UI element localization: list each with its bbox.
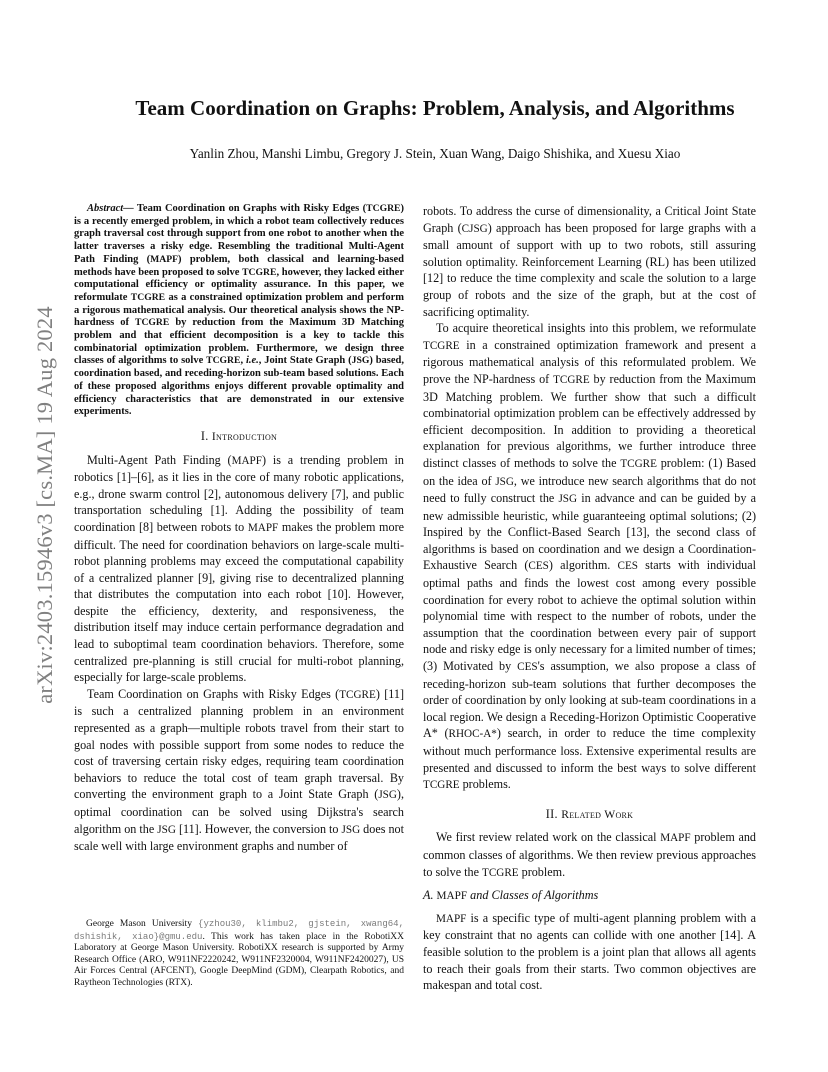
body-text: robots. To address the curse of dimensionality, a Critical Joint State Graph ( [423,204,756,235]
body-text: in a constrained optimization framework and present a rigorous mathematical analysis of this reformulated problem. We prove the NP-hardness of [423,337,756,386]
arxiv-identifier: arXiv:2403.15946v3 [cs.MA] 19 Aug 2024 [32,306,57,704]
acronym: MAPF [660,832,691,845]
acronym: CJSG [461,222,488,235]
body-text: problems. [459,777,511,792]
body-text: problem. [518,864,566,879]
section-number: I. [200,428,212,443]
acronym: MAPF [436,912,467,925]
abstract-ie: i.e. [245,355,259,367]
abstract-text: ) based, coordination based, and receding-horizon sub-team based solutions. Each of these proposed algorithms enjoys different provable optimality and efficiency characteristics that are demonstrated in our extensive experiments. [74,355,405,418]
acronym: JSG [378,789,397,802]
acronym: CES [517,661,538,674]
body-text: Multi-Agent Path Finding ( [87,452,232,467]
acronym: JSG [157,823,176,836]
body-text: ) approach has been proposed for large graphs with a small amount of support with up to two robots, still assuring solution optimality. Reinforcement Learning (RL) has been utilized [12] to reduce the time complexity and scale the solution to a large group of robots and the size of the graph, but at the cost of sacrificing optimality. [423,220,756,319]
acronym: TCGRE [423,339,460,352]
intro-paragraph-2 [74,686,404,855]
body-text: Team Coordination on Graphs with Risky Edges ( [87,686,340,701]
acronym: TCGRE [553,373,590,386]
subsection-title: and Classes of Algorithms [467,888,599,903]
body-text: To acquire theoretical insights into this problem, we reformulate [436,321,756,336]
right-column [423,203,756,994]
abstract-text: , however, they lacked either computational efficiency or optimality assurance. In this paper, we reformulate [74,266,404,303]
author-list: Yanlin Zhou, Manshi Limbu, Gregory J. Stein, Xuan Wang, Daigo Shishika, and Xuesu Xiao [189,146,681,161]
abstract-text: by reduction from the Maximum 3D Matching problem and that efficient decomposition is a key to tackle this combinatorial optimization problem. Furthermore, we design three classes of algorithms to solve [74,317,404,367]
body-text: problem and common classes of algorithms. We then review previous approaches to solve the [423,830,756,879]
acronym: TCGRE [135,317,170,329]
acronym: TCGRE [242,266,277,278]
body-text: ) algorithm. [548,558,618,573]
affiliation-footnote [74,918,404,990]
abstract-text: ) is a recently emerged problem, in which a robot team collectively reduces graph traversal cost through support from one robot to another when the latter traverses a risky edge. Resembling the traditional Multi-Agent Path Finding ( [74,203,404,265]
intro-paragraph-3 [423,320,756,794]
intro-paragraph-1 [74,452,404,686]
body-text: ) search, in order to reduce the time complexity without much performance loss. Extensive experimental results are presented and discussed to inform the best ways to solve different [423,726,756,775]
section-number: II. [545,806,562,821]
abstract-text: ) problem, both classical and learning-based methods have been proposed to solve [74,253,405,278]
abstract-text: , [240,355,246,367]
acronym: JSG [495,475,514,488]
acronym: MAPF [231,454,262,467]
acronym: TCGRE [620,457,657,470]
acronym: TCGRE [206,355,241,367]
body-text: 's assumption, we also propose a class of receding-horizon sub-team solutions that further decomposes the order of coordination by only looking at sub-team coordinations in a local region. We design a Receding-Horizon Optimistic Cooperative A* ( [423,659,756,741]
body-text: problem: (1) Based on the idea of [423,455,756,488]
acronym: TCGRE [366,203,401,214]
related-work-paragraph-1 [423,829,756,881]
section-name: Related Work [561,807,634,821]
acronym: MAPF [436,890,468,903]
body-text: ) is a trending problem in robotics [1]–[6], as it lies in the core of many robotic applications, e.g., drone swarm control [2], autonomous delivery [7], and public transportation scheduling [1]. Adding the possibility of team coordination [8] between robots to [74,452,404,534]
author-emails: {yzhou30, klimbu2, gjstein, xwang64, dshishik, xiao}@gmu.edu [74,918,404,942]
body-text: We first review related work on the classical [436,830,661,845]
body-text: , we introduce new search algorithms that do not need to fully construct the [423,473,756,506]
abstract-text: as a constrained optimization problem and perform a rigorous mathematical analysis. Our theoretical analysis shows the NP-hardness of [74,291,405,329]
body-text: starts with individual optimal paths and finds the lowest cost among every possible coordination for every robot to achieve the optimal solution within polynomial time with respect to the number of robots, under the assumption that the coordination between every pair of support node and risky edge is only necessary for a limited number of times; (3) Motivated by [423,558,756,674]
acronym: MAPF [247,521,279,534]
section-name: Introduction [211,429,278,443]
abstract [74,203,404,419]
body-text: ) [11] is such a centralized planning problem in an environment represented as a graph—multiple robots travel from their start to goal nodes with possible support from some nodes to reduce the cost of traversing certain risky edges, requiring team coordination behaviors to reduce the total cost of team graph traversal. By converting the environment graph to a Joint State Graph ( [74,686,404,802]
acronym: MAPF [150,253,179,265]
body-text: by reduction from the Maximum 3D Matching problem. We further show that such a difficult combinatorial optimization problem can be effectively addressed by efficient decomposition. In addition to providing a theoretical explanation for previous algorithms, we further introduce three distinct classes of methods to solve the [423,371,756,470]
acronym: TCGRE [482,866,519,879]
abstract-dash: — [123,203,137,214]
section-heading-introduction [74,428,404,446]
body-text: in advance and can be guided by a new admissible heuristic, while guaranteeing optimal solutions; (2) Inspired by the Conflict-Based Search [13], the second class of algorithms is based on coordination and we design a Coordination-Exhaustive Search ( [423,491,756,573]
body-text: does not scale well with large environment graphs and number of [74,821,404,854]
acronym: TCGRE [423,779,460,792]
abstract-text: Team Coordination on Graphs with Risky Edges ( [136,203,367,214]
acronym: CES [617,560,638,573]
section-heading-related-work [423,806,756,824]
abstract-text: , Joint State Graph ( [258,355,352,367]
acronym: TCGRE [130,291,166,303]
intro-paragraph-2-continued [423,203,756,320]
acronym: JSG [341,823,361,836]
related-work-paragraph-2 [423,910,756,994]
body-text: makes the problem more difficult. The need for coordination behaviors on large-scale multi-robot planning problems may exceed the computational capability of a centralized planner [9], giving rise to decentralized planning that distributes the computation into each robot [10]. However, despite the efficiency, dexterity, and responsiveness, the distribution itself may induce certain performance degradation and lead to suboptimal team coordination behaviors. Therefore, some centralized pre-planning is still crucial for multi-robot planning, especially for large-scale problems. [74,519,404,685]
acronym: CES [528,560,549,573]
subsection-heading-mapf [423,887,756,905]
acronym: RHOC-A* [448,728,497,741]
body-text: [11]. However, the conversion to [175,821,342,836]
subsection-label: A. [423,888,437,903]
body-text: ), optimal coordination can be solved using Dijkstra's search algorithm on the [74,787,404,836]
body-text: is a specific type of multi-agent planning problem with a key constraint that no agents can collide with one another [14]. A feasible solution to the problem is a joint plan that allows all agents to reach their goals from their starts. Two common objectives are makespan and total cost. [423,910,756,993]
abstract-lead: Abstract [87,203,124,214]
acronym: JSG [558,493,578,506]
paper-title: Team Coordination on Graphs: Problem, Analysis, and Algorithms [135,96,735,120]
left-column [74,203,404,855]
acronym: JSG [351,355,370,367]
footnote-text: . This work has taken place in the RobotiXX Laboratory at George Mason University. RobotiXX research is supported by Army Research Office (ARO, W911NF2220242, W911NF2320004, W911NF2420027), US Air Forces Central (AFCENT), Google DeepMind (GDM), Clearpath Robotics, and Raytheon Technologies (RTX). [74,931,404,988]
footnote-text: George Mason University [86,919,199,929]
acronym: TCGRE [339,688,376,701]
